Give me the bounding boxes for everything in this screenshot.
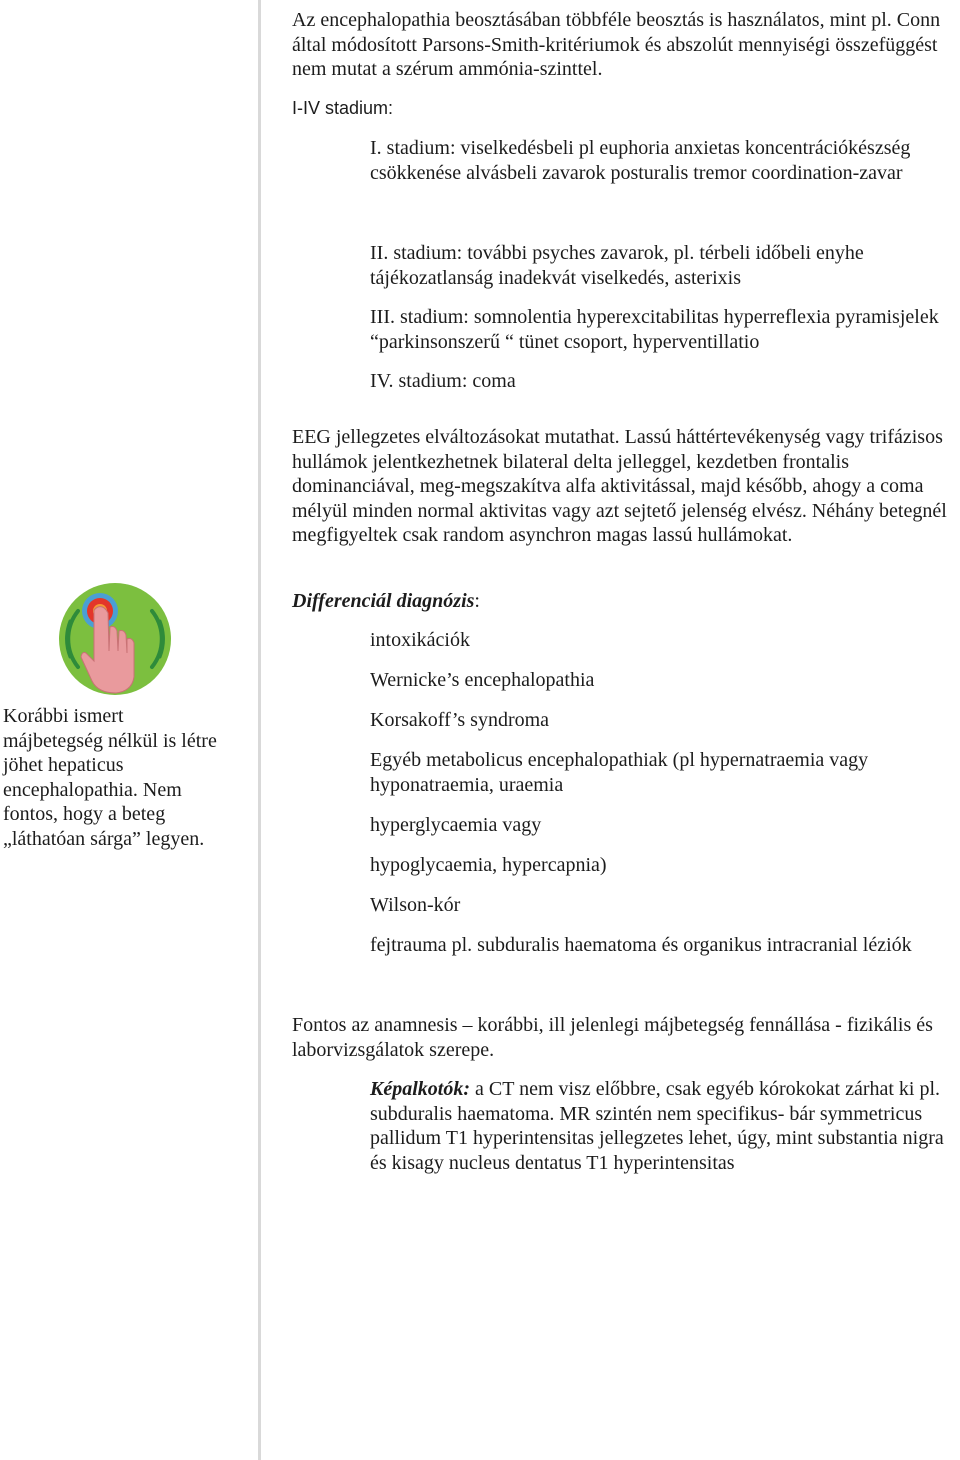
imaging-label: Képalkotók:	[370, 1078, 470, 1100]
column-divider	[258, 0, 261, 1460]
diff-label: Differenciál diagnózis	[292, 590, 475, 612]
diff-item: Egyéb metabolicus encephalopathiak (pl hypernatraemia vagy hyponatraemia, uraemia	[370, 749, 869, 796]
imaging-paragraph	[370, 1077, 954, 1175]
imaging-text: a CT nem visz előbbre, csak egyéb kórokokat zárhat ki pl. subduralis haematoma. MR szintén nem specifikus- bár symmetricus pallidum T1 hyperintensitas jellegzetes lehet, úgy, mint substantia nigra és kisagy nucleus dentatus T1 hyperintensitas	[370, 1078, 944, 1174]
stage-2: II. stadium: további psyches zavarok, pl. térbeli időbeli enyhe tájékozatlanság inadekvát viselkedés, asterixis	[370, 242, 864, 289]
sidebar-note: Korábbi ismert májbetegség nélkül is létre jöhet hepaticus encephalopathia. Nem fontos, hogy a beteg „láthatóan sárga” legyen.	[3, 705, 217, 850]
intro-paragraph: Az encephalopathia beosztásában többféle beosztás is használatos, mint pl. Conn által módosított Parsons-Smith-kritériumok és abszolút mennyiségi összefüggést nem mutat a szérum ammónia-szinttel.	[292, 9, 941, 80]
diff-colon: :	[474, 590, 480, 612]
stage-3: III. stadium: somnolentia hyperexcitabilitas hyperreflexia pyramisjelek “parkinsonszerű “ tünet csoport, hyperventillatio	[370, 306, 939, 353]
diff-heading	[292, 589, 954, 614]
diff-item: hypoglycaemia, hypercapnia)	[370, 854, 607, 876]
diff-item: hyperglycaemia vagy	[370, 814, 542, 836]
diff-item: fejtrauma pl. subduralis haematoma és organikus intracranial léziók	[370, 934, 912, 956]
diff-item: intoxikációk	[370, 629, 470, 651]
touch-hand-icon	[56, 581, 174, 697]
anamnesis-paragraph: Fontos az anamnesis – korábbi, ill jelenlegi májbetegség fennállása - fizikális és laborvizsgálatok szerepe.	[292, 1014, 933, 1061]
diff-item: Wilson-kór	[370, 894, 461, 916]
eeg-paragraph: EEG jellegzetes elváltozásokat mutathat. Lassú háttértevékenység vagy trifázisos hullámok jelentkezhetnek bilateral delta jelleggel, kezdetben frontalis dominanciával, meg-megszakítva alfa aktivitással, majd később, ahogy a coma mélyül minden normal aktivitas vagy azt sejtető jelenség elvész. Néhány betegnél megfigyeltek csak random asynchron magas lassú hullámokat.	[292, 426, 947, 546]
stage-1: I. stadium: viselkedésbeli pl euphoria anxietas koncentrációkészség csökkenése alvásbeli zavarok posturalis tremor coordination-zavar	[370, 137, 911, 184]
stages-heading: I-IV stadium:	[292, 98, 394, 118]
diff-item: Korsakoff’s syndroma	[370, 709, 550, 731]
stage-4: IV. stadium: coma	[370, 370, 516, 392]
diff-item: Wernicke’s encephalopathia	[370, 669, 595, 691]
